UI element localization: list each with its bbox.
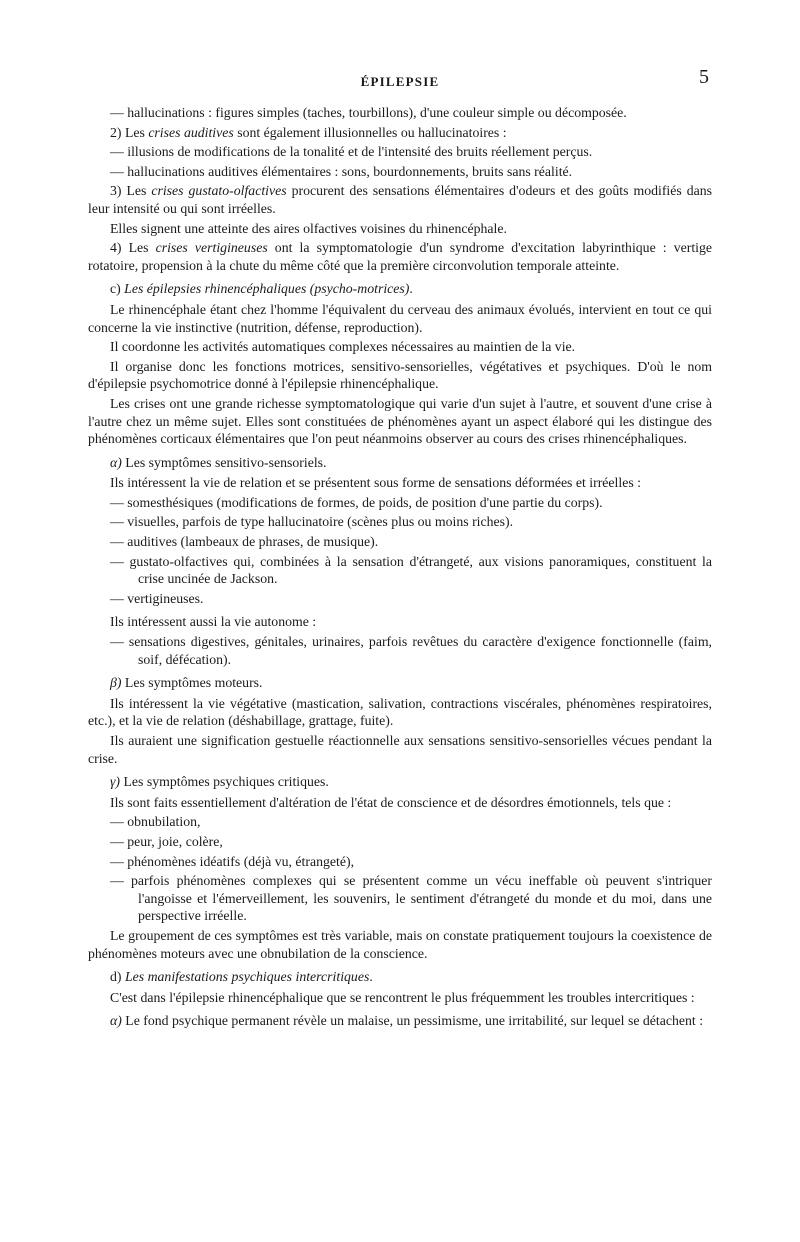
text-run: Les symptômes sensitivo-sensoriels. <box>121 454 327 470</box>
italic-text: crises auditives <box>148 124 234 140</box>
paragraph <box>88 1012 712 1030</box>
text-run: 3) Les <box>110 183 152 199</box>
section-heading <box>88 968 712 986</box>
text-run: 2) Les <box>110 124 149 140</box>
section-heading <box>88 280 712 298</box>
list-item: — parfois phénomènes complexes qui se présentent comme un vécu ineffable où peuvent s'intriquer l'angoisse et l'émerveillement, les souvenirs, le sentiment d'étrangeté du monde et du moi, dans une perspective irréelle. <box>110 873 712 924</box>
text-run: . <box>409 281 413 297</box>
text-run: ont la symptomatologie d'un syndrome d'excitation labyrinthique : vertige rotatoire, propension à la chute du même côté que la première circonvolution temporale atteinte. <box>88 240 713 273</box>
list-item: — gustato-olfactives qui, combinées à la sensation d'étrangeté, aux visions panoramiques, constituent la crise uncinée de Jackson. <box>110 553 712 587</box>
page-body <box>88 104 712 1032</box>
paragraph: Ils sont faits essentiellement d'altération de l'état de conscience et de désordres émotionnels, tels que : <box>110 794 672 810</box>
section-heading <box>88 454 712 472</box>
list-item: — peur, joie, colère, <box>110 833 223 849</box>
paragraph: Il coordonne les activités automatiques complexes nécessaires au maintien de la vie. <box>110 339 576 355</box>
text-run: Les symptômes psychiques critiques. <box>120 774 329 790</box>
paragraph: Ils intéressent la vie végétative (mastication, salivation, contractions viscérales, phénomènes respiratoires, etc.), et la vie de relation (déshabillage, grattage, fuite). <box>88 695 712 729</box>
text-run: sont également illusionnelles ou hallucinatoires : <box>233 124 507 140</box>
list-item: — sensations digestives, génitales, urinaires, parfois revêtues du caractère d'exigence fonctionnelle (faim, soif, défécation). <box>110 634 712 667</box>
paragraph: Elles signent une atteinte des aires olfactives voisines du rhinencéphale. <box>110 220 507 236</box>
page-number: 5 <box>699 66 709 88</box>
paragraph: Les crises ont une grande richesse symptomatologique qui varie d'un sujet à l'autre, et souvent d'une crise à l'autre chez un même sujet. Elles sont constituées de phénomènes ayant un aspect élaboré qui les distingue des phénomènes corticaux élémentaires que l'on peut néanmoins observer au cours des crises rhinencéphaliques. <box>88 395 712 447</box>
list-item: — illusions de modifications de la tonalité et de l'intensité des bruits réellement perçus. <box>110 144 593 160</box>
list-item: — somesthésiques (modifications de formes, de poids, de position d'une partie du corps). <box>110 494 603 510</box>
paragraph <box>88 124 712 142</box>
list-item: — auditives (lambeaux de phrases, de musique). <box>110 534 379 550</box>
section-heading <box>88 773 712 791</box>
paragraph: Le groupement de ces symptômes est très variable, mais on constate pratiquement toujours la coexistence de phénomènes moteurs avec une obnubilation de la conscience. <box>88 927 712 961</box>
list-item: — hallucinations : figures simples (taches, tourbillons), d'une couleur simple ou décomposée. <box>110 105 627 120</box>
paragraph: Ils intéressent aussi la vie autonome : <box>110 614 317 630</box>
paragraph: Ils intéressent la vie de relation et se présentent sous forme de sensations déformées et irréelles : <box>110 475 641 491</box>
section-heading <box>88 674 712 692</box>
paragraph <box>88 182 712 217</box>
greek-marker: α) <box>110 454 122 470</box>
list-item: — obnubilation, <box>110 814 201 830</box>
text-run: Les symptômes moteurs. <box>121 675 263 691</box>
page-header <box>0 66 800 90</box>
text-run: . <box>369 969 373 985</box>
greek-marker: γ) <box>110 774 121 790</box>
paragraph: C'est dans l'épilepsie rhinencéphalique que se rencontrent le plus fréquemment les troubles intercritiques : <box>110 989 695 1005</box>
greek-marker: α) <box>110 1013 122 1029</box>
text-run: Le fond psychique permanent révèle un malaise, un pessimisme, une irritabilité, sur lequel se détachent : <box>121 1013 704 1029</box>
list-item: — vertigineuses. <box>110 590 204 606</box>
text-run: c) <box>110 281 125 297</box>
italic-text: crises gustato-olfactives <box>151 183 287 199</box>
italic-text: Les manifestations psychiques intercritiques <box>124 969 370 985</box>
greek-marker: β) <box>110 675 122 691</box>
list-item: — visuelles, parfois de type hallucinatoire (scènes plus ou moins riches). <box>110 514 514 530</box>
text-run: d) <box>110 969 125 985</box>
italic-text: Les épilepsies rhinencéphaliques (psycho-motrices) <box>124 281 410 297</box>
paragraph: Ils auraient une signification gestuelle réactionnelle aux sensations sensitivo-sensorielles vécues pendant la crise. <box>88 733 712 766</box>
paragraph: Il organise donc les fonctions motrices, sensitivo-sensorielles, végétatives et psychiques. D'où le nom d'épilepsie psychomotrice donné à l'épilepsie rhinencéphalique. <box>88 358 712 392</box>
text-run: 4) Les <box>110 240 156 256</box>
text-run: procurent des sensations élémentaires d'odeurs et des goûts modifiés dans leur intensité ou qui sont irréelles. <box>88 183 713 216</box>
paragraph: Le rhinencéphale étant chez l'homme l'équivalent du cerveau des animaux évolués, intervient en tout ce qui concerne la vie instinctive (nutrition, défense, reproduction). <box>88 301 712 335</box>
italic-text: crises vertigineuses <box>155 240 268 256</box>
paragraph <box>88 239 712 274</box>
running-title: ÉPILEPSIE <box>360 74 440 89</box>
list-item: — phénomènes idéatifs (déjà vu, étrangeté), <box>110 853 355 869</box>
list-item: — hallucinations auditives élémentaires : sons, bourdonnements, bruits sans réalité. <box>110 163 573 179</box>
